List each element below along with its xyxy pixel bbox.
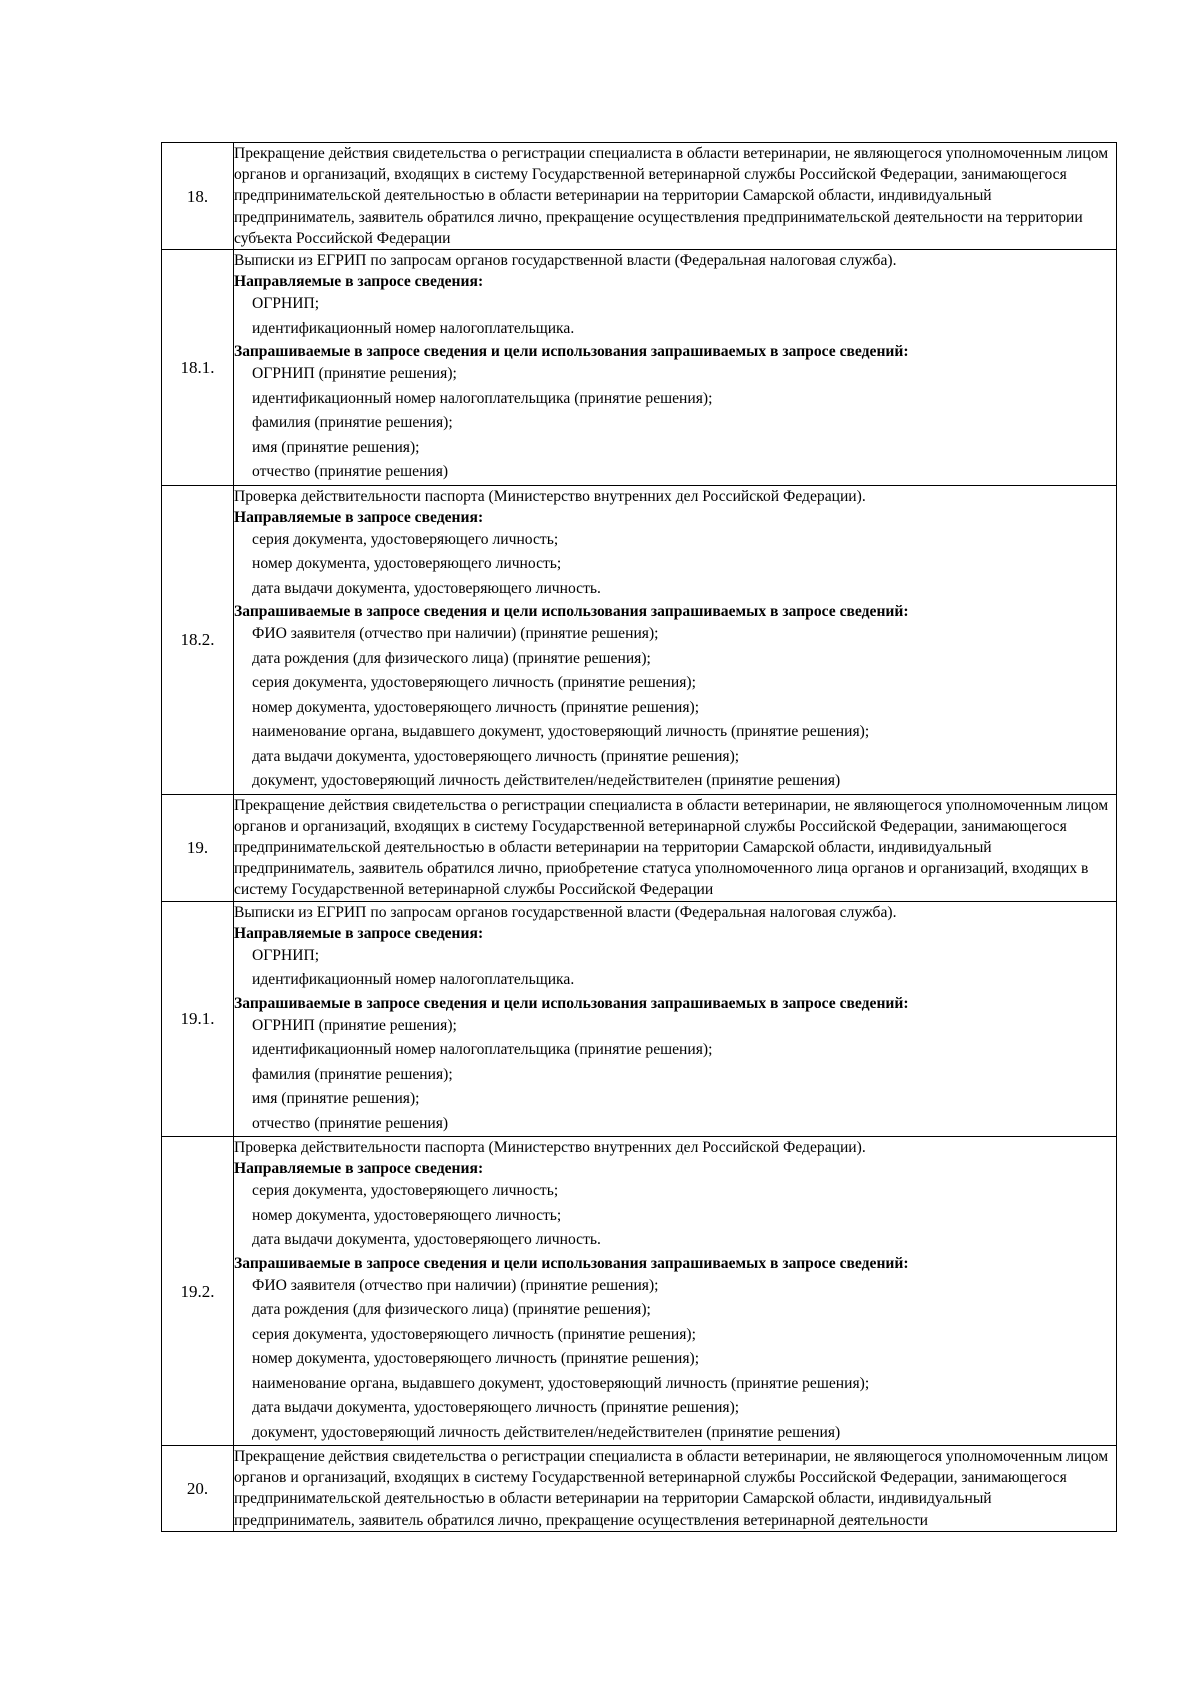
table-row — [162, 143, 1117, 250]
requested-info-item: наименование органа, выдавшего документ, удостоверяющий личность (принятие решения); — [252, 1374, 870, 1392]
sent-info-heading: Направляемые в запросе сведения: — [234, 508, 484, 526]
requested-info-item: имя (принятие решения); — [252, 1090, 420, 1108]
row-content — [234, 1446, 1117, 1532]
row-content — [234, 143, 1117, 250]
table-body — [162, 143, 1117, 1532]
requested-info-heading: Запрашиваемые в запросе сведения и цели использования запрашиваемых в запросе сведений: — [234, 1254, 909, 1272]
requested-info-item: ФИО заявителя (отчество при наличии) (принятие решения); — [252, 625, 659, 643]
sent-info-heading: Направляемые в запросе сведения: — [234, 1160, 484, 1178]
row-description: Прекращение действия свидетельства о регистрации специалиста в области ветеринарии, не являющегося уполномоченным лицом органов и организаций, входящих в систему Государственной ветеринарной службы Российской Федерации, занимающегося предпринимательской деятельностью в области ветеринарии на территории Самарской области, индивидуальный предприниматель, заявитель обратился лично, приобретение статуса уполномоченного лица органов и организаций, входящих в систему Государственной ветеринарной службы Российской Федерации — [234, 796, 1109, 899]
requested-info-item: фамилия (принятие решения); — [252, 1065, 453, 1083]
table-row — [162, 901, 1117, 1137]
request-title: Проверка действительности паспорта (Министерство внутренних дел Российской Федерации). — [234, 487, 866, 505]
sent-info-item: номер документа, удостоверяющего личность; — [252, 555, 562, 573]
requested-info-item: серия документа, удостоверяющего личность (принятие решения); — [252, 1325, 696, 1343]
requested-info-item: наименование органа, выдавшего документ, удостоверяющий личность (принятие решения); — [252, 723, 870, 741]
sent-info-heading: Направляемые в запросе сведения: — [234, 924, 484, 942]
sent-info-item: серия документа, удостоверяющего личность; — [252, 530, 559, 548]
requested-info-heading: Запрашиваемые в запросе сведения и цели использования запрашиваемых в запросе сведений: — [234, 343, 909, 361]
requested-info-item: имя (принятие решения); — [252, 438, 420, 456]
requested-info-item: отчество (принятие решения) — [252, 1114, 449, 1132]
requested-info-item: дата выдачи документа, удостоверяющего личность (принятие решения); — [252, 747, 740, 765]
sent-info-item: дата выдачи документа, удостоверяющего личность. — [252, 579, 601, 597]
request-title: Проверка действительности паспорта (Министерство внутренних дел Российской Федерации). — [234, 1139, 866, 1157]
requested-info-item: дата рождения (для физического лица) (принятие решения); — [252, 649, 651, 667]
row-number: 18. — [162, 143, 234, 250]
requested-info-heading: Запрашиваемые в запросе сведения и цели использования запрашиваемых в запросе сведений: — [234, 994, 909, 1012]
requested-info-item: дата выдачи документа, удостоверяющего личность (принятие решения); — [252, 1399, 740, 1417]
row-content — [234, 485, 1117, 794]
sent-info-item: ОГРНИП; — [252, 295, 320, 313]
row-content — [234, 901, 1117, 1137]
row-description: Прекращение действия свидетельства о регистрации специалиста в области ветеринарии, не являющегося уполномоченным лицом органов и организаций, входящих в систему Государственной ветеринарной службы Российской Федерации, занимающегося предпринимательской деятельностью в области ветеринарии на территории Самарской области, индивидуальный предприниматель, заявитель обратился лично, прекращение осуществления ветеринарной деятельности — [234, 1448, 1109, 1529]
row-number: 19. — [162, 794, 234, 901]
table-row — [162, 250, 1117, 486]
sent-info-item: идентификационный номер налогоплательщика. — [252, 319, 575, 337]
requested-info-item: отчество (принятие решения) — [252, 463, 449, 481]
row-content — [234, 1137, 1117, 1446]
requested-info-item: номер документа, удостоверяющего личность (принятие решения); — [252, 1350, 700, 1368]
sent-info-item: серия документа, удостоверяющего личность; — [252, 1182, 559, 1200]
requested-info-item: дата рождения (для физического лица) (принятие решения); — [252, 1301, 651, 1319]
row-number: 18.1. — [162, 250, 234, 486]
requested-info-item: номер документа, удостоверяющего личность (принятие решения); — [252, 698, 700, 716]
row-content — [234, 250, 1117, 486]
row-content — [234, 794, 1117, 901]
row-number: 20. — [162, 1446, 234, 1532]
requested-info-item: документ, удостоверяющий личность действителен/недействителен (принятие решения) — [252, 772, 841, 790]
row-number: 19.1. — [162, 901, 234, 1137]
requested-info-item: ОГРНИП (принятие решения); — [252, 365, 457, 383]
services-table — [161, 142, 1117, 1532]
requested-info-item: фамилия (принятие решения); — [252, 414, 453, 432]
sent-info-item: номер документа, удостоверяющего личность; — [252, 1206, 562, 1224]
request-title: Выписки из ЕГРИП по запросам органов государственной власти (Федеральная налоговая служба). — [234, 903, 897, 921]
table-row — [162, 485, 1117, 794]
row-number: 19.2. — [162, 1137, 234, 1446]
sent-info-item: дата выдачи документа, удостоверяющего личность. — [252, 1231, 601, 1249]
requested-info-item: идентификационный номер налогоплательщика (принятие решения); — [252, 389, 713, 407]
table-row — [162, 1137, 1117, 1446]
sent-info-heading: Направляемые в запросе сведения: — [234, 273, 484, 291]
row-description: Прекращение действия свидетельства о регистрации специалиста в области ветеринарии, не являющегося уполномоченным лицом органов и организаций, входящих в систему Государственной ветеринарной службы Российской Федерации, занимающегося предпринимательской деятельностью в области ветеринарии на территории Самарской области, индивидуальный предприниматель, заявитель обратился лично, прекращение осуществления предпринимательской деятельности на территории субъекта Российской Федерации — [234, 145, 1109, 247]
requested-info-item: документ, удостоверяющий личность действителен/недействителен (принятие решения) — [252, 1423, 841, 1441]
requested-info-item: идентификационный номер налогоплательщика (принятие решения); — [252, 1041, 713, 1059]
table-row — [162, 794, 1117, 901]
table-row — [162, 1446, 1117, 1532]
request-title: Выписки из ЕГРИП по запросам органов государственной власти (Федеральная налоговая служба). — [234, 252, 897, 270]
sent-info-item: идентификационный номер налогоплательщика. — [252, 971, 575, 989]
requested-info-item: ОГРНИП (принятие решения); — [252, 1016, 457, 1034]
row-number: 18.2. — [162, 485, 234, 794]
requested-info-item: ФИО заявителя (отчество при наличии) (принятие решения); — [252, 1276, 659, 1294]
requested-info-heading: Запрашиваемые в запросе сведения и цели использования запрашиваемых в запросе сведений: — [234, 603, 909, 621]
requested-info-item: серия документа, удостоверяющего личность (принятие решения); — [252, 674, 696, 692]
sent-info-item: ОГРНИП; — [252, 946, 320, 964]
